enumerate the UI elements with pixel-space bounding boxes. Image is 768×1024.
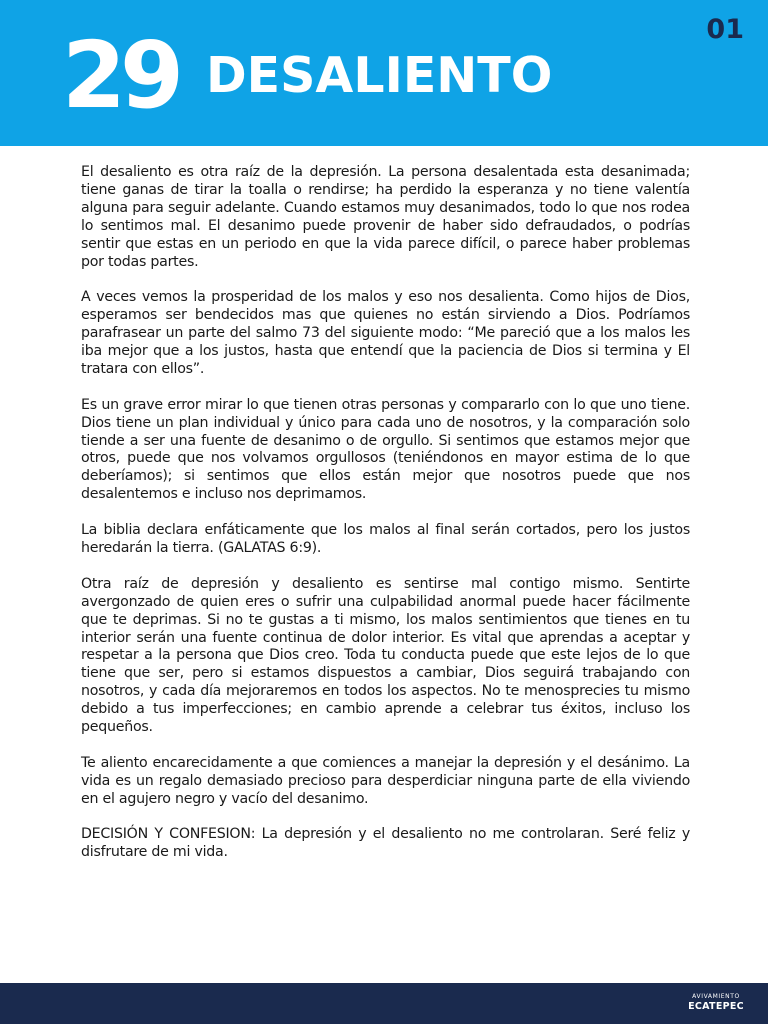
logo-top-text: AVIVAMIENTO: [692, 993, 740, 1000]
logo-bottom-text: ECATEPEC: [688, 1001, 744, 1012]
paragraph: Es un grave error mirar lo que tienen otras personas y compararlo con lo que uno tiene. Dios tiene un plan individual y único para cada uno de nosotros, y la comparación solo tiende a ser una fuente de desanimo o de orgullo. Si sentimos que estamos mejor que otros, puede que nos volvamos orgullosos (teniéndonos en mayor estima de lo que deberíamos); si sentimos que ellos están mejor que nosotros puede que nos desalentemos e incluso nos deprimamos.: [81, 396, 690, 503]
page-title: DESALIENTO: [206, 47, 553, 104]
paragraph: El desaliento es otra raíz de la depresión. La persona desalentada esta desanimada; tiene ganas de tirar la toalla o rendirse; ha perdido la esperanza y no tiene valentía alguna para seguir adelante. Cuando estamos muy desanimados, todo lo que nos rodea lo sentimos mal. El desanimo puede provenir de haber sido defraudados, o podrías sentir que estas en un periodo en que la vida parece difícil, o parece haber problemas por todas partes.: [81, 164, 690, 270]
header-band: [0, 0, 768, 146]
paragraph: Otra raíz de depresión y desaliento es sentirse mal contigo mismo. Sentirte avergonzado de quien eres o sufrir una culpabilidad anormal puede hacer fácilmente que te deprimas. Si no te gustas a ti mismo, los malos sentimientos que tienes en tu interior serán una fuente continua de dolor interior. Es vital que aprendas a aceptar y respetar a la persona que Dios creo. Toda tu conducta puede que este lejos de lo que tiene que ser, pero si estamos dispuestos a cambiar, Dios seguirá trabajando con nosotros, y cada día mejoraremos en todos los aspectos. No te menosprecies tu mismo debido a tus imperfecciones; en cambio aprende a celebrar tus éxitos, incluso los pequeños.: [81, 575, 690, 736]
brand-logo: [686, 993, 746, 1012]
paragraph: La biblia declara enfáticamente que los malos al final serán cortados, pero los justos heredarán la tierra. (GALATAS 6:9).: [81, 522, 690, 556]
paragraph: A veces vemos la prosperidad de los malos y eso nos desalienta. Como hijos de Dios, esperamos ser bendecidos mas que quienes no están sirviendo a Dios. Podríamos parafrasear un parte del salmo 73 del siguiente modo: “Me pareció que a los malos les iba mejor que a los justos, hasta que entendí que la paciencia de Dios si termina y El tratara con ellos”.: [81, 289, 690, 377]
paragraph: Te aliento encarecidamente a que comiences a manejar la depresión y el desánimo. La vida es un regalo demasiado precioso para desperdiciar ninguna parte de ella viviendo en el agujero negro y vacío del desanimo.: [81, 754, 690, 807]
body-text: [81, 164, 690, 880]
footer-band: [0, 983, 768, 1024]
day-number: 29: [62, 22, 179, 129]
decision-paragraph: DECISIÓN Y CONFESION: La depresión y el desaliento no me controlaran. Seré feliz y disfrutare de mi vida.: [81, 826, 690, 861]
page-number: 01: [706, 14, 744, 45]
